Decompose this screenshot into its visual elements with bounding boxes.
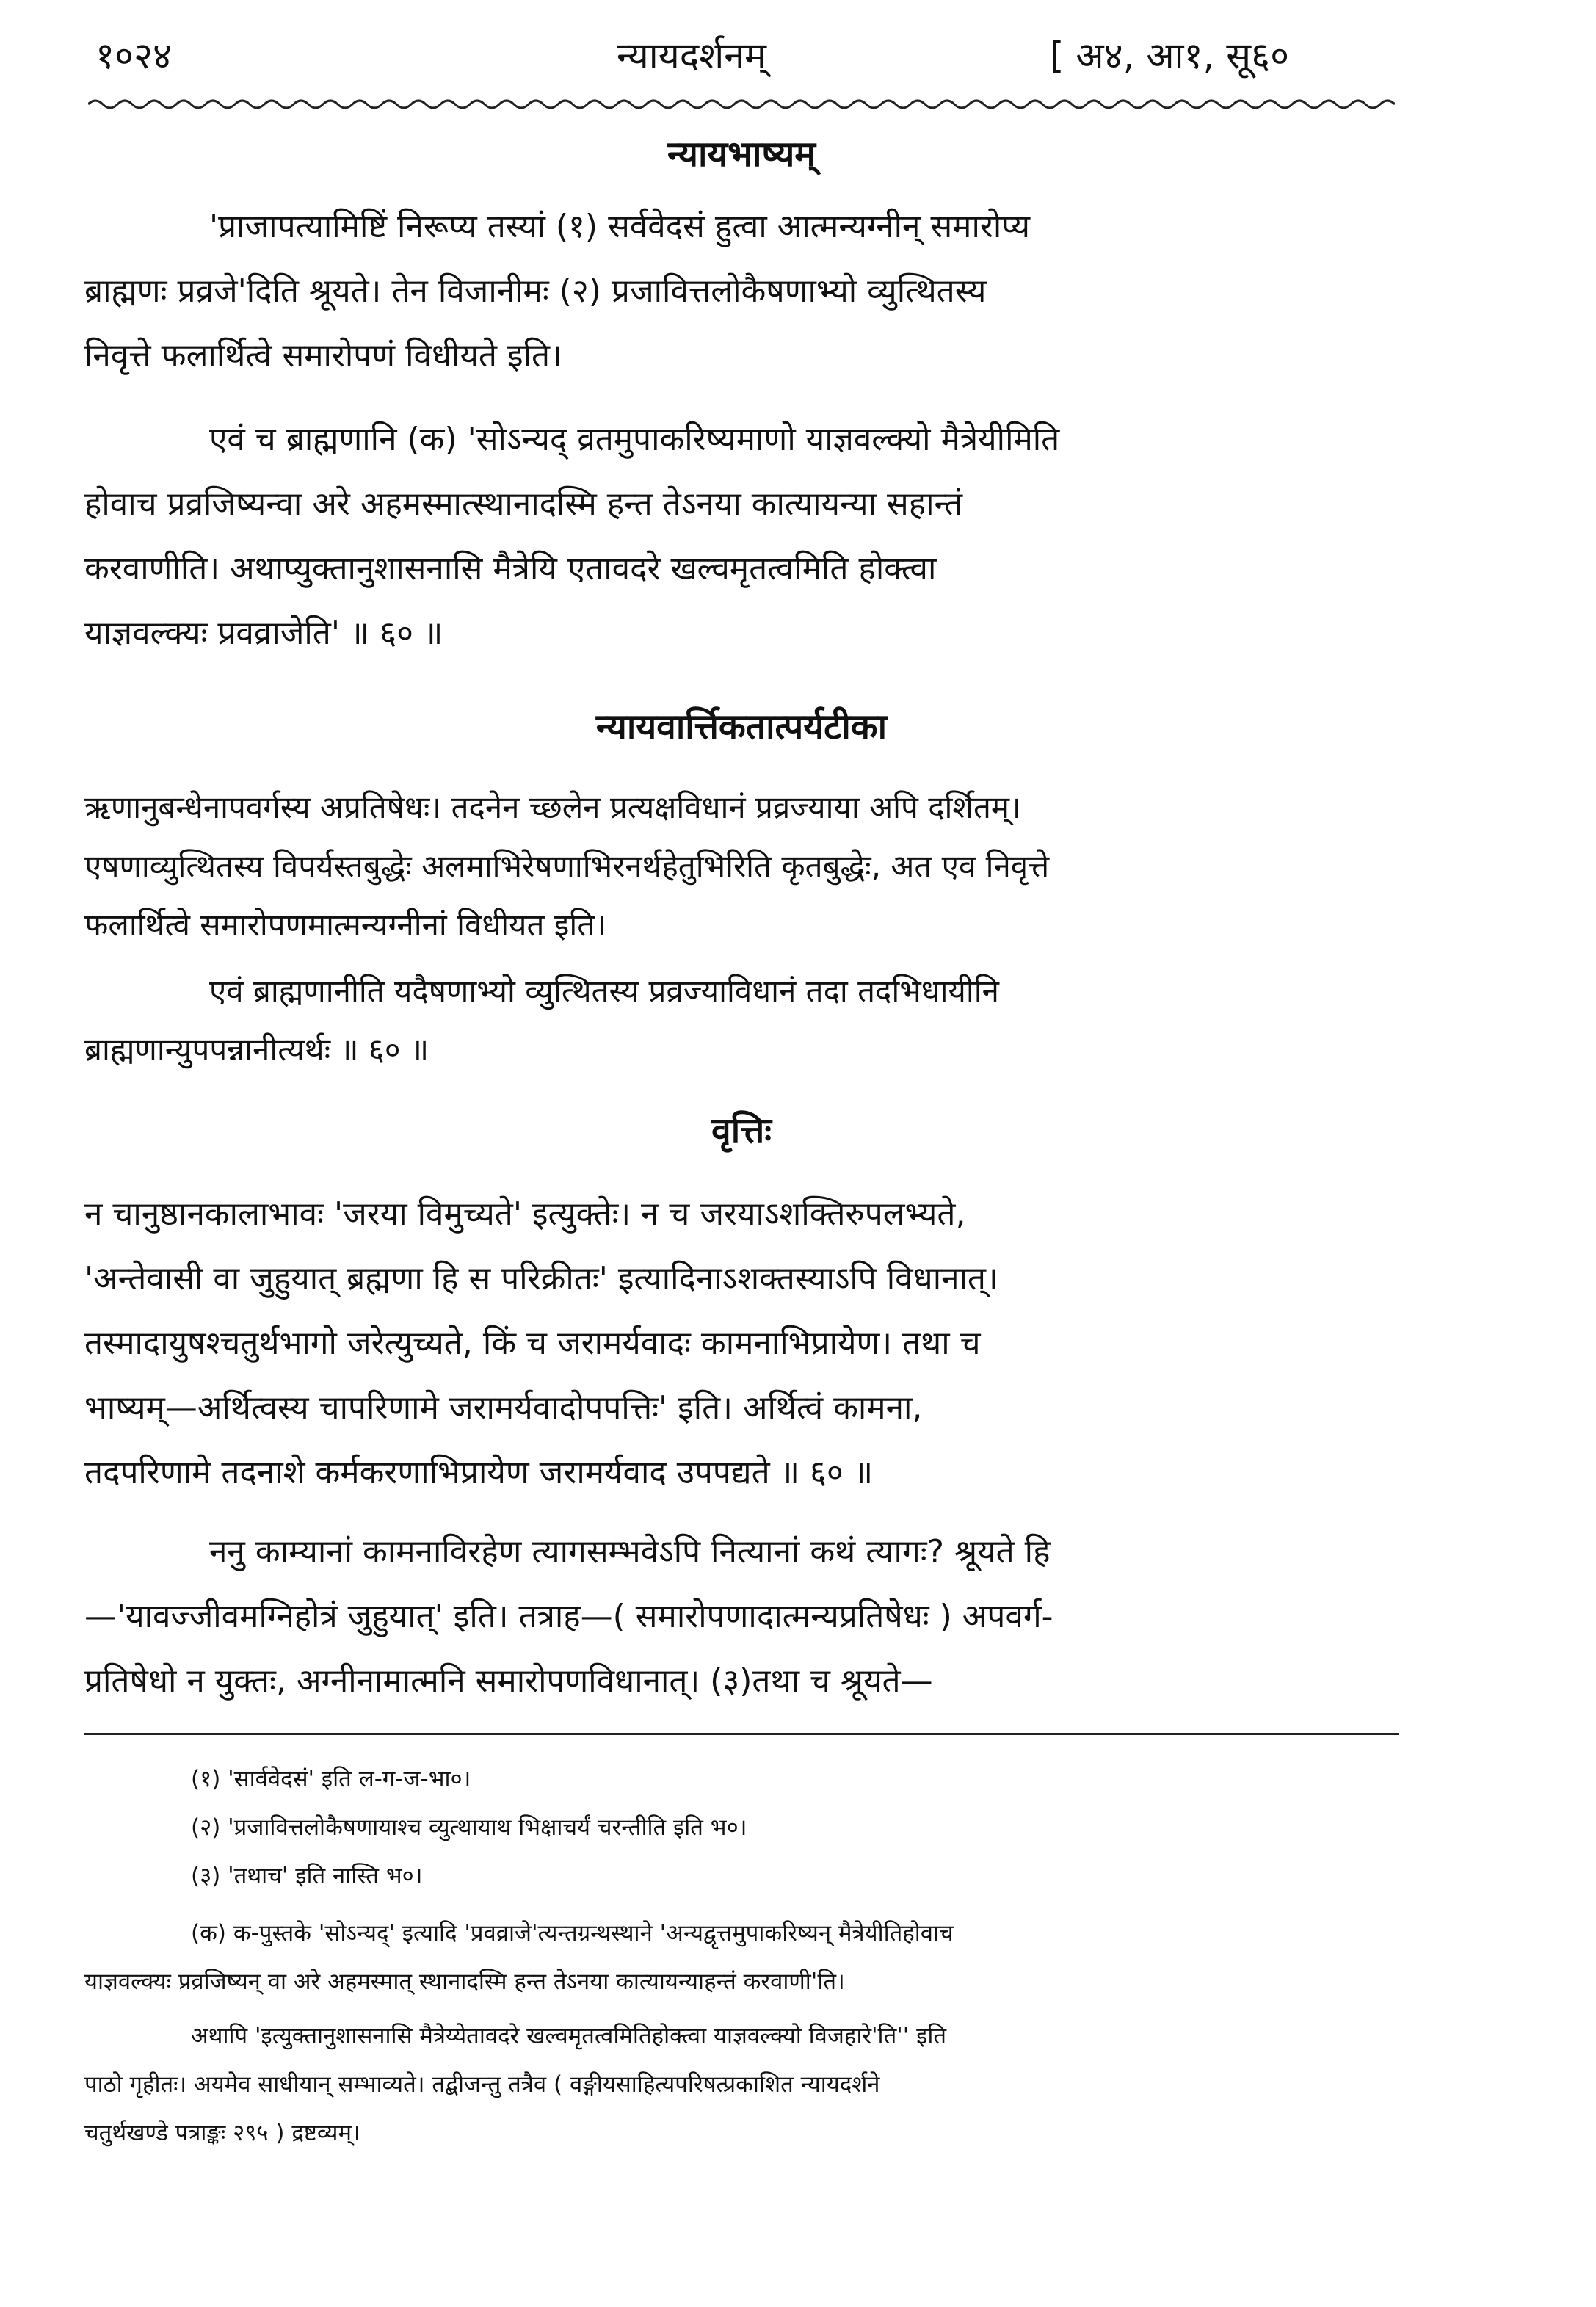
text-line: ननु काम्यानां कामनाविरहेण त्यागसम्भवेऽपि नित्यानां कथं त्यागः? श्रूयते हि — [209, 1533, 1051, 1571]
text-line: तदपरिणामे तदनाशे कर्मकरणाभिप्रायेण जरामर्यवाद उपपद्यते ॥ ६० ॥ — [84, 1454, 874, 1491]
text-line: ऋणानुबन्धेनापवर्गस्य अप्रतिषेधः। तदनेन च्छलेन प्रत्यक्षविधानं प्रव्रज्याया अपि दर्शितम्। — [84, 789, 1021, 825]
text-line: करवाणीति। अथाप्युक्तानुशासनासि मैत्रेयि एतावदरे खल्वमृतत्वमिति होक्त्वा — [84, 550, 937, 587]
text-line: फलार्थित्वे समारोपणमात्मन्यग्नीनां विधीयत इति। — [84, 907, 607, 943]
text-line: चतुर्थखण्डे पत्राङ्कः २९५ ) द्रष्टव्यम्। — [84, 2120, 360, 2146]
bhashya-paragraph-1 — [84, 195, 1399, 388]
tika-heading: न्यायवार्त्तिकतात्पर्यटीका — [595, 706, 888, 747]
text-line: भाष्यम्—अर्थित्वस्य चापरिणामे जरामर्यवादोपपत्तिः' इति। अर्थित्वं कामना, — [84, 1389, 923, 1427]
section-reference: [ अ४, आ१, सू६० — [1050, 35, 1290, 77]
tika-paragraph-2 — [84, 962, 1399, 1079]
text-line: 'प्राजापत्यामिष्टिं निरूप्य तस्यां (१) सर्ववेदसं हुत्वा आत्मन्यग्नीन् समारोप्य — [209, 208, 1031, 245]
footnote-2: (२) 'प्रजावित्तलोकैषणायाश्च व्युत्थायाथ भिक्षाचर्यं चरन्तीति इति भ०। — [191, 1814, 747, 1841]
running-title: न्यायदर्शनम् — [617, 35, 766, 77]
footnote-1: (१) 'सार्ववेदसं' इति ल-ग-ज-भा०। — [191, 1766, 471, 1792]
text-line: याज्ञवल्क्यः प्रवव्राजेति' ॥ ६० ॥ — [84, 615, 443, 652]
vritti-paragraph-2 — [84, 1520, 1399, 1714]
vritti-paragraph-1 — [84, 1182, 1399, 1505]
text-line: ब्राह्मणः प्रव्रजे'दिति श्रूयते। तेन विजानीमः (२) प्रजावित्तलोकैषणाभ्यो व्युत्थितस्य — [84, 272, 987, 310]
text-line: न चानुष्ठानकालाभावः 'जरया विमुच्यते' इत्युक्तेः। न च जरयाऽशक्तिरुपलभ्यते, — [84, 1195, 966, 1233]
text-line: (क) क-पुस्तके 'सोऽन्यद्' इत्यादि 'प्रवव्राजे'त्यन्तग्रन्थस्थाने 'अन्यद्वृत्तमुपाकरिष्यन् मैत्रेयीतिहोवाच — [191, 1920, 954, 1946]
vritti-heading: वृत्तिः — [711, 1110, 772, 1151]
text-line: —'यावज्जीवमग्निहोत्रं जुहुयात्' इति। तत्राह—( समारोपणादात्मन्यप्रतिषेधः ) अपवर्ग- — [84, 1598, 1053, 1635]
footnote-ka — [84, 1909, 1399, 2006]
text-line: अथापि 'इत्युक्तानुशासनासि मैत्रेय्येतावदरे खल्वमृतत्वमितिहोक्त्वा याज्ञवल्क्यो विजहारे'ति'' इति — [191, 2023, 947, 2049]
bhashya-paragraph-2 — [84, 408, 1399, 666]
bhashya-heading: न्यायभाष्यम् — [667, 134, 816, 175]
text-line: एवं ब्राह्मणानीति यदैषणाभ्यो व्युत्थितस्य प्रव्रज्याविधानं तदा तदभिधायीनि — [209, 973, 999, 1009]
text-line: पाठो गृहीतः। अयमेव साधीयान् सम्भाव्यते। तद्बीजन्तु तत्रैव ( वङ्गीयसाहित्यपरिषत्प्रकाशित न्यायदर्शने — [84, 2071, 880, 2098]
text-line: होवाच प्रव्रजिष्यन्वा अरे अहमस्मात्स्थानादस्मि हन्त तेऽनया कात्यायन्या सहान्तं — [84, 485, 963, 523]
header-wavy-rule — [88, 95, 1395, 113]
text-line: एषणाव्युत्थितस्य विपर्यस्तबुद्धेः अलमाभिरेषणाभिरनर्थहेतुभिरिति कृतबुद्धेः, अत एव निवृत्ते — [84, 848, 1050, 884]
text-line: 'अन्तेवासी वा जुहुयात् ब्रह्मणा हि स परिक्रीतः' इत्यादिनाऽशक्तस्याऽपि विधानात्। — [84, 1260, 998, 1297]
page-number: १०२४ — [95, 35, 172, 77]
footnote-ka-continued — [84, 2012, 1399, 2157]
text-line: एवं च ब्राह्मणानि (क) 'सोऽन्यद् व्रतमुपाकरिष्यमाणो याज्ञवल्क्यो मैत्रेयीमिति — [209, 421, 1060, 458]
text-line: निवृत्ते फलार्थित्वे समारोपणं विधीयते इति। — [84, 337, 562, 374]
text-line: प्रतिषेधो न युक्तः, अग्नीनामात्मनि समारोपणविधानात्। (३)तथा च श्रूयते— — [84, 1662, 933, 1700]
text-line: तस्मादायुषश्चतुर्थभागो जरेत्युच्यते, किं च जरामर्यवादः कामनाभिप्रायेण। तथा च — [84, 1325, 981, 1362]
footnote-rule — [84, 1733, 1399, 1735]
text-line: याज्ञवल्क्यः प्रव्रजिष्यन् वा अरे अहमस्मात् स्थानादस्मि हन्त तेऽनया कात्यायन्याहन्तं करवाणी'ति। — [84, 1969, 845, 1995]
text-line: ब्राह्मणान्युपपन्नानीत्यर्थः ॥ ६० ॥ — [84, 1032, 429, 1068]
footnotes-numbered — [191, 1755, 1395, 1900]
footnote-3: (३) 'तथाच' इति नास्ति भ०। — [191, 1863, 423, 1889]
tika-paragraph-1 — [84, 778, 1399, 955]
